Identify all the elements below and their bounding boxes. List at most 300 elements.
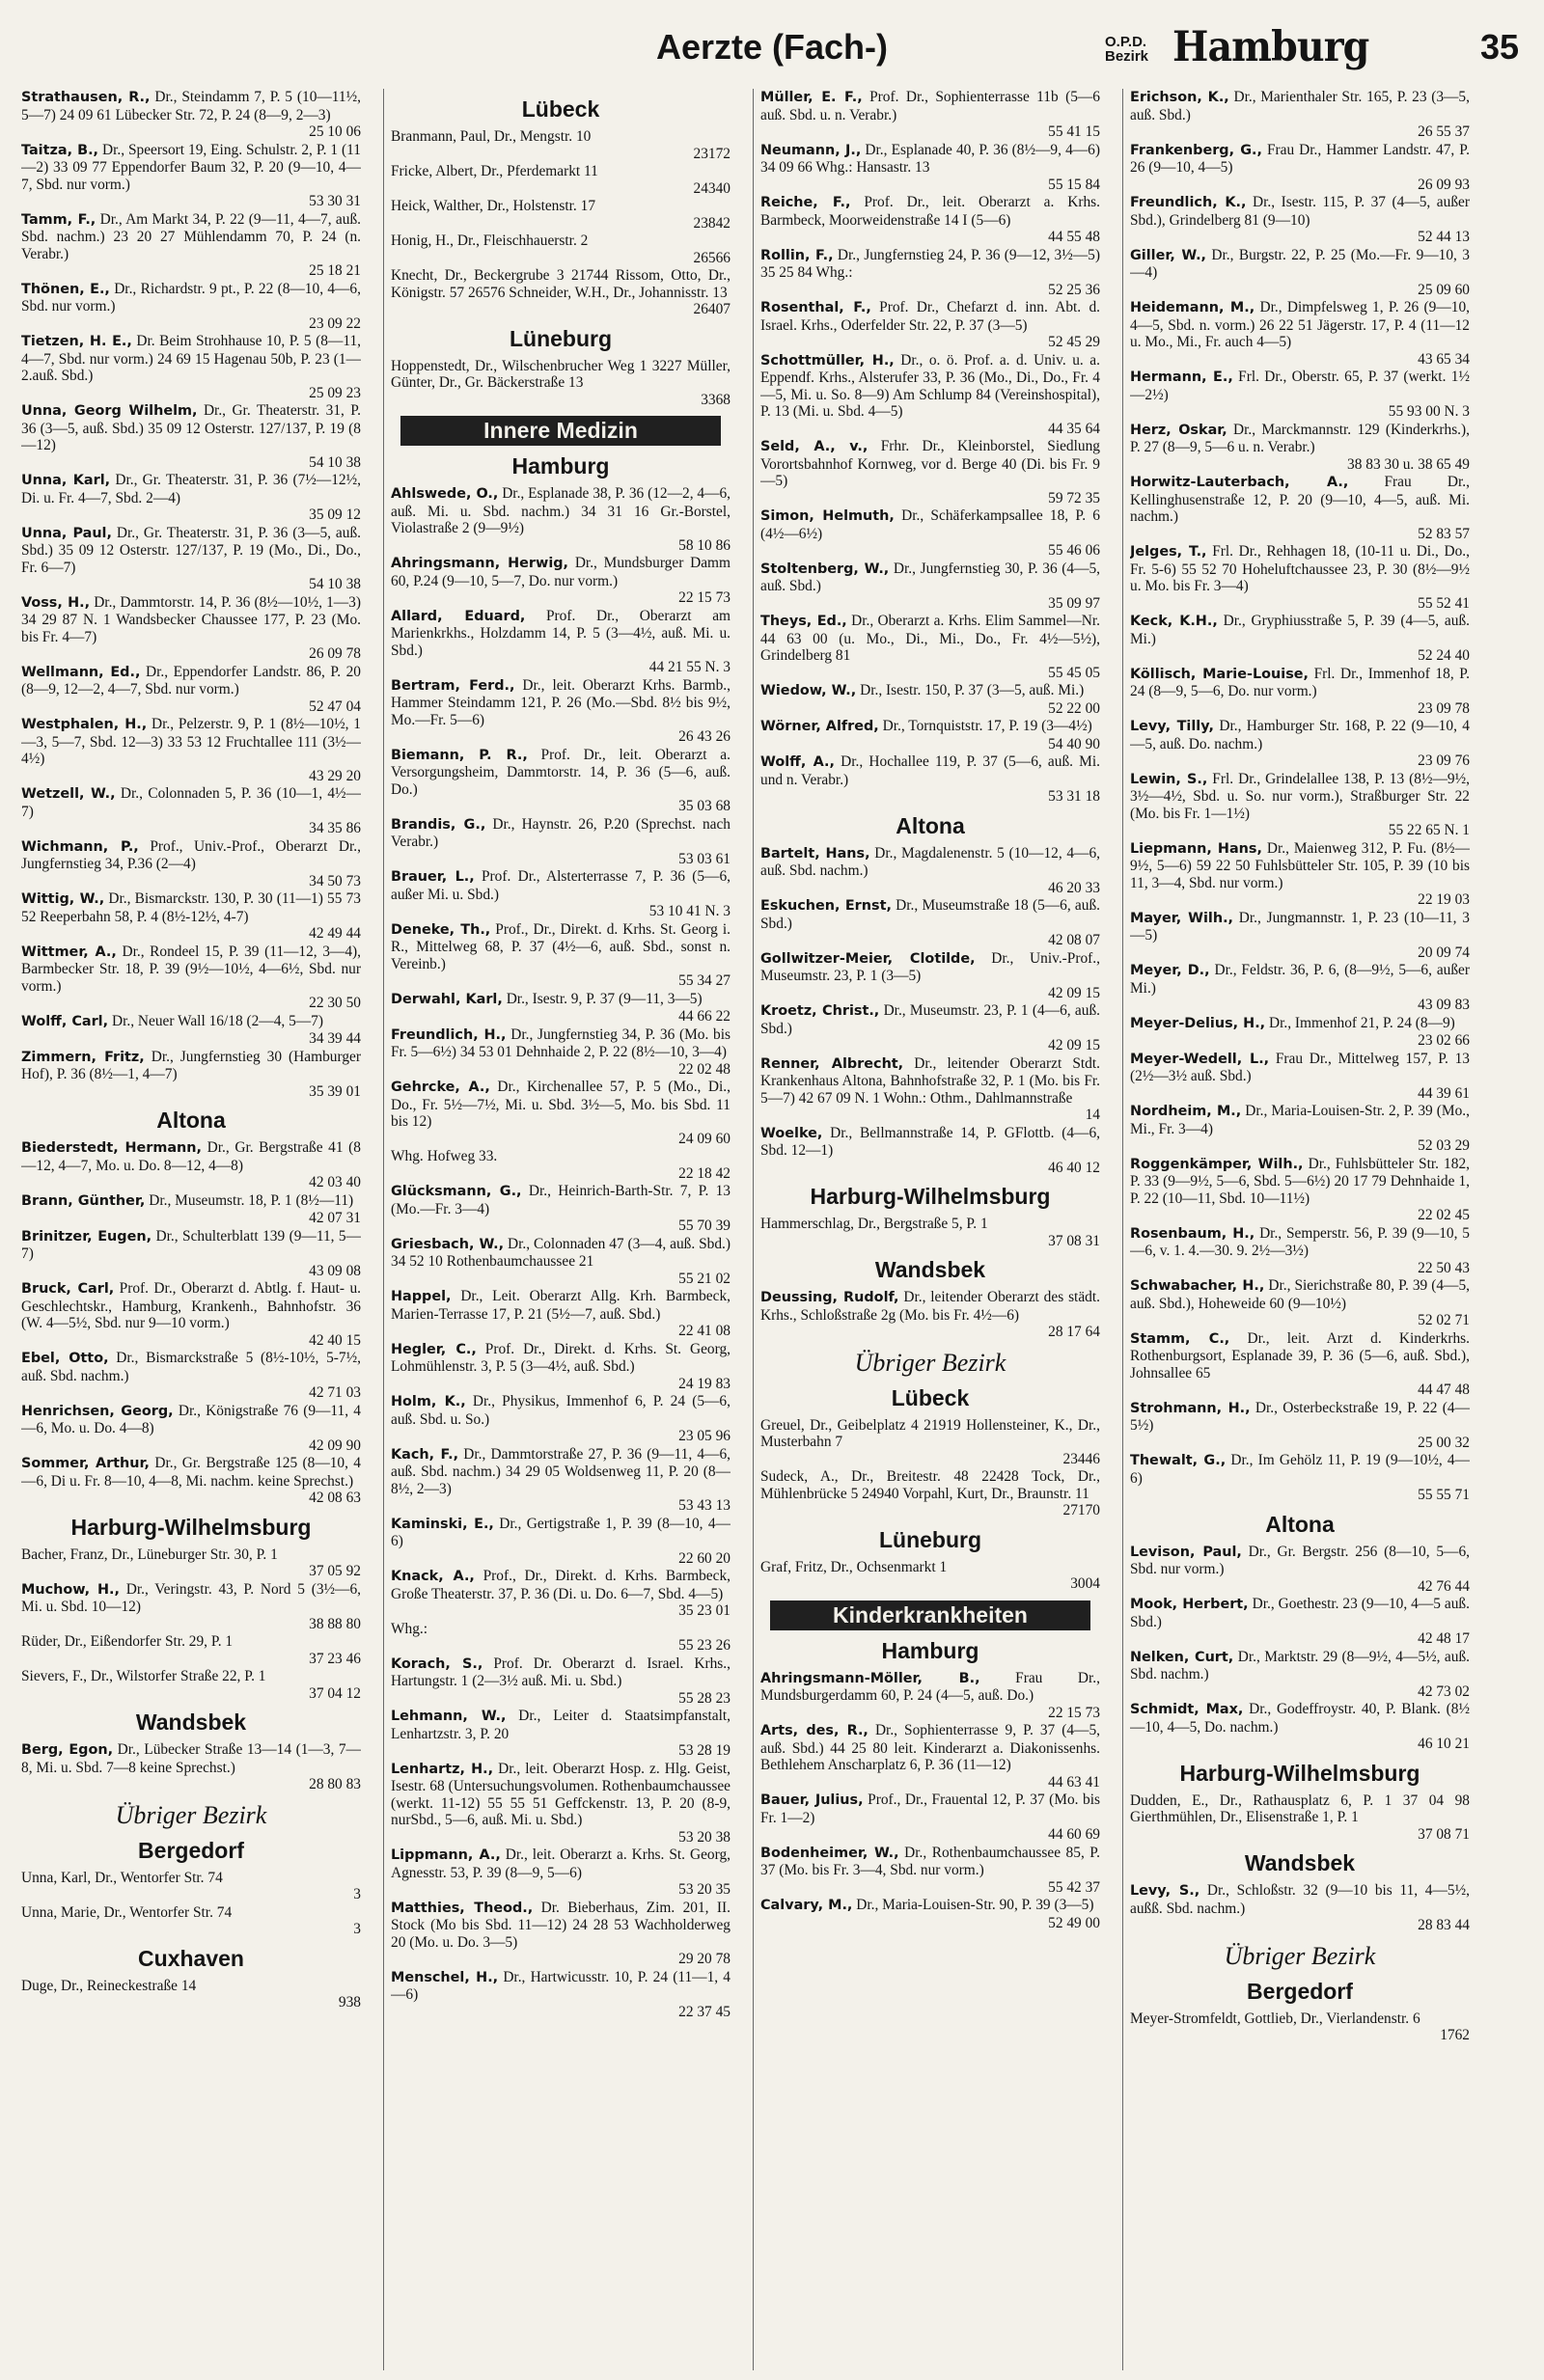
column-2: [391, 89, 731, 2370]
directory-entry: [1130, 1792, 1470, 1844]
entry-details: Hoppenstedt, Dr., Wilschenbrucher Weg 1 3227 Müller, Günter, Dr., Gr. Bäckerstraße 13: [391, 357, 731, 391]
entry-details: Prof. Dr. Oberarzt d. Israel. Krhs., Hartungstr. 1 (2—3½ auß. Mi. u. Sbd.): [391, 1655, 731, 1689]
entry-details: Dr., Heinrich-Barth-Str. 7, P. 13 (Mo.—Fr. 3—4): [391, 1183, 731, 1217]
entry-phone: 25 09 60: [1418, 281, 1470, 298]
directory-entry: [21, 142, 361, 210]
entry-name: Biederstedt, Hermann,: [21, 1140, 203, 1156]
entry-phone: 54 10 38: [309, 576, 361, 592]
entry-phone: 44 39 61: [1418, 1084, 1470, 1102]
specialty-heading: Innere Medizin: [400, 416, 721, 446]
entry-name: Wörner, Alfred,: [760, 719, 879, 734]
entry-phone: 23446: [1062, 1450, 1100, 1467]
entry-phone: 55 70 39: [678, 1217, 731, 1234]
entry-name: Wiedow, W.,: [760, 683, 857, 698]
entry-phone: 42 71 03: [309, 1384, 361, 1401]
entry-name: Bruck, Carl,: [21, 1281, 115, 1297]
directory-entry: [1130, 910, 1470, 962]
region-heading: Lüneburg: [878, 1526, 982, 1552]
entry-details: Duge, Dr., Reineckestraße 14: [21, 1977, 197, 1994]
entry-phone: 22 41 08: [678, 1323, 731, 1339]
entry-name: Strohmann, H.,: [1130, 1400, 1251, 1416]
directory-entry: [760, 1002, 1100, 1054]
entry-name: Lenhartz, H.,: [391, 1761, 494, 1777]
entry-name: Freundlich, H.,: [391, 1026, 507, 1043]
entry-phone: 42 40 15: [309, 1331, 361, 1349]
directory-entry: [760, 194, 1100, 246]
entry-phone: 43 09 83: [1418, 997, 1470, 1013]
region-heading: Übriger Bezirk: [854, 1348, 1006, 1377]
entry-phone: 28 17 64: [1048, 1324, 1100, 1340]
directory-entry: [391, 1341, 731, 1393]
entry-details: Dr., Marienthaler Str. 165, P. 23 (3—5, auß. Sbd.): [1130, 89, 1470, 123]
entry-details: Dr., Isestr. 150, P. 37 (3—5, auß. Mi.): [860, 682, 1085, 698]
entry-name: Gollwitzer-Meier, Clotilde,: [760, 950, 976, 967]
entry-name: Lippmann, A.,: [391, 1847, 501, 1863]
entry-details: Dr., Marckmannstr. 129 (Kinderkrhs.), P. 27 (8—9, 5—6 u. n. Verabr.): [1130, 421, 1470, 455]
entry-phone: 43 09 08: [309, 1262, 361, 1279]
entry-phone: 28 83 44: [1418, 1917, 1470, 1933]
directory-entry: [1130, 1649, 1470, 1701]
entry-name: Nordheim, M.,: [1130, 1104, 1242, 1119]
entry-details: Dr., Rothenbaumchaussee 85, P. 37 (Mo. bis Fr. 3—4, Sbd. nur vorm.): [760, 1844, 1100, 1878]
directory-entry: [1130, 613, 1470, 665]
entry-phone: 20 09 74: [1418, 944, 1470, 961]
entry-name: Hegler, C.,: [391, 1341, 477, 1357]
entry-phone: 14: [1085, 1107, 1100, 1123]
directory-entry: [21, 525, 361, 593]
region-heading: Wandsbek: [135, 1710, 247, 1735]
entry-phone: 24340: [693, 179, 731, 197]
directory-entry: [391, 1847, 731, 1899]
entry-phone: 23 05 96: [678, 1428, 731, 1444]
entry-details: Dr., Burgstr. 22, P. 25 (Mo.—Fr. 9—10, 3—4): [1130, 246, 1470, 281]
entry-phone: 938: [338, 1994, 361, 2011]
directory-entry: [760, 89, 1100, 141]
entry-phone: 22 30 50: [309, 995, 361, 1011]
region-heading: Hamburg: [511, 453, 610, 479]
entry-phone: 55 23 26: [678, 1637, 731, 1654]
entry-phone: 42 09 15: [1048, 984, 1100, 1001]
entry-details: Dr., Maria-Louisen-Str. 2, P. 39 (Mo., Mi., Fr. 3—4): [1130, 1103, 1470, 1137]
entry-details: Dr., Oberarzt a. Krhs. Elim Sammel—Nr. 44 63 00 (u. Mo., Di., Mi., Do., Fr. 4½—5½), Grindelberg 81: [760, 613, 1100, 664]
directory-entry: [391, 485, 731, 554]
entry-phone: 23 09 22: [309, 315, 361, 332]
entry-phone: 29 20 78: [678, 1951, 731, 1967]
entry-phone: 26 09 78: [309, 645, 361, 662]
entry-details: Dr., leit. Oberarzt Hosp. z. Hlg. Geist, Isestr. 68 (Untersuchungsvolumen. Rothenbaumchaussee (werkt. 11-12) 55 55 51 Geffckenstr. 13, P. 20 (8-9, nurSbd., 5—6, auß. Mi. u. Sbd.): [391, 1760, 731, 1828]
entry-phone: 53 03 61: [678, 850, 731, 867]
entry-name: Derwahl, Karl,: [391, 991, 503, 1007]
entry-details: Dr., Bismarckstraße 5 (8½-10½, 5-7½, auß. Sbd. nachm.): [21, 1350, 361, 1384]
entry-name: Gehrcke, A.,: [391, 1080, 490, 1095]
entry-phone: 52 03 29: [1418, 1137, 1470, 1154]
entry-phone: 22 60 20: [678, 1549, 731, 1567]
entry-name: Brandis, G.,: [391, 816, 486, 833]
entry-name: Herz, Oskar,: [1130, 422, 1227, 438]
entry-details: Dr., Magdalenenstr. 5 (10—12, 4—6, auß. Sbd. nachm.): [760, 844, 1100, 879]
entry-phone: 52 47 04: [309, 698, 361, 715]
directory-entry: [391, 233, 731, 266]
directory-entry: [21, 1741, 361, 1793]
entry-name: Bartelt, Hans,: [760, 845, 870, 862]
entry-details: Heick, Walther, Dr., Holstenstr. 17: [391, 198, 596, 214]
entry-name: Wolff, A.,: [760, 754, 835, 770]
entry-phone: 43 65 34: [1418, 350, 1470, 368]
directory-entry: [1130, 247, 1470, 299]
entry-details: Graf, Fritz, Dr., Ochsenmarkt 1: [760, 1558, 948, 1575]
entry-name: Wittmer, A.,: [21, 944, 117, 960]
directory-entry: [760, 845, 1100, 897]
entry-details: Frl. Dr., Oberstr. 65, P. 37 (werkt. 1½—2½): [1130, 369, 1470, 403]
entry-phone: 42 08 07: [1048, 932, 1100, 948]
entry-name: Nelken, Curt,: [1130, 1649, 1234, 1665]
directory-entry: [21, 89, 361, 141]
entry-details: Dr., Pelzerstr. 9, P. 1 (8½—10½, 1—3, 5—7, Sbd. 12—3) 33 53 12 Fruchtallee 111 (3½—4½): [21, 716, 361, 767]
directory-entry: [21, 1350, 361, 1402]
directory-entry: [391, 1236, 731, 1288]
entry-name: Lewin, S.,: [1130, 771, 1208, 787]
entry-phone: 44 55 48: [1048, 229, 1100, 245]
entry-name: Wichmann, P.,: [21, 838, 139, 855]
directory-entry: [1130, 1544, 1470, 1596]
directory-entry: [760, 561, 1100, 613]
entry-phone: 42 73 02: [1418, 1682, 1470, 1700]
directory-entry: [1130, 543, 1470, 612]
entry-name: Müller, E. F.,: [760, 90, 863, 105]
entry-details: Sievers, F., Dr., Wilstorfer Straße 22, P. 1: [21, 1668, 266, 1684]
entry-phone: 23 09 76: [1418, 752, 1470, 769]
entry-phone: 42 09 15: [1048, 1037, 1100, 1053]
entry-phone: 25 00 32: [1418, 1434, 1470, 1451]
entry-name: Ahlswede, O.,: [391, 486, 499, 502]
entry-name: Kaminski, E.,: [391, 1516, 494, 1532]
entry-name: Levy, S.,: [1130, 1883, 1200, 1899]
entry-name: Brann, Günther,: [21, 1192, 146, 1209]
directory-entry: [760, 950, 1100, 1002]
directory-entry: [21, 1870, 361, 1903]
entry-name: Arts, des, R.,: [760, 1723, 868, 1738]
entry-name: Menschel, H.,: [391, 1969, 499, 1985]
entry-phone: 46 20 33: [1048, 879, 1100, 896]
entry-phone: 55 34 27: [678, 972, 731, 989]
entry-details: Dr., leit. Oberarzt Krhs. Barmb., Hammer Steindamm 121, P. 26 (Mo.—Sbd. 8½ bis 9½, Mo.—Fr. 5—6): [391, 676, 731, 728]
entry-phone: 22 15 73: [1048, 1704, 1100, 1721]
entry-details: Dr., Marktstr. 29 (8—9½, 4—5½, auß. Sbd. nachm.): [1130, 1648, 1470, 1682]
directory-entry: [760, 247, 1100, 299]
directory-entry: [760, 1559, 1100, 1593]
entry-details: Prof., Univ.-Prof., Oberarzt Dr., Jungfernstieg 34, P.36 (2—4): [21, 837, 361, 872]
directory-entry: [21, 1049, 361, 1101]
city-name: Hamburg: [1172, 23, 1369, 71]
entry-name: Strathausen, R.,: [21, 90, 151, 105]
region-heading: Übriger Bezirk: [115, 1800, 267, 1829]
entry-phone: 52 02 71: [1418, 1312, 1470, 1328]
directory-entry: [1130, 1330, 1470, 1399]
entry-phone: 55 93 00 N. 3: [1388, 403, 1470, 420]
entry-details: Dr. Bieberhaus, Zim. 201, II. Stock (Mo bis Sbd. 11—12) 24 28 53 Wachholderweg 20 (Mo. u. Do. 3—5): [391, 1899, 731, 1951]
entry-details: Dr., leitender Oberarzt Stdt. Krankenhaus Altona, Bahnhofstraße 32, P. 1 (Mo. bis Fr. 5—7) 42 67 09 N. 1 Wohn.: Othm., Dahlmannstraße: [760, 1054, 1100, 1107]
entry-phone: 55 15 84: [1048, 176, 1100, 193]
entry-details: Dr., Rondeel 15, P. 39 (11—12, 3—4), Barmbecker Str. 18, P. 39 (9½—10½, 4—6½, Sbd. nur vorm.): [21, 943, 361, 995]
directory-entry: [391, 1446, 731, 1515]
directory-entry: [1130, 2011, 1470, 2044]
directory-entry: [1130, 1701, 1470, 1753]
directory-entry: [391, 1969, 731, 2021]
entry-name: Rollin, F.,: [760, 247, 834, 263]
entry-phone: 35 09 97: [1048, 594, 1100, 612]
directory-entry: [21, 1546, 361, 1580]
entry-phone: 35 03 68: [678, 798, 731, 814]
entry-name: Wittig, W.,: [21, 891, 105, 907]
entry-phone: 1762: [1440, 2027, 1470, 2043]
entry-name: Bertram, Ferd.,: [391, 677, 515, 694]
entry-details: Dr., Gr. Theaterstr. 31, P. 36 (3—5, auß. Sbd.) 35 09 12 Osterstr. 127/137, P. 19 (8—12): [21, 402, 361, 453]
region-heading: Altona: [156, 1108, 226, 1133]
entry-phone: 3368: [701, 391, 731, 408]
entry-name: Heidemann, M.,: [1130, 300, 1255, 315]
entry-details: Dr., Gertigstraße 1, P. 39 (8—10, 4—6): [391, 1515, 731, 1549]
directory-entry: [21, 1403, 361, 1455]
entry-details: Dr., Osterbeckstraße 19, P. 22 (4—5½): [1130, 1399, 1470, 1434]
entry-phone: 52 24 40: [1418, 647, 1470, 664]
entry-name: Taitza, B.,: [21, 142, 99, 158]
directory-entry: [391, 1761, 731, 1847]
entry-details: Dr., Richardstr. 9 pt., P. 22 (8—10, 4—6, Sbd. nur vorm.): [21, 280, 361, 315]
entry-details: Whg.:: [391, 1620, 428, 1637]
directory-entry: [760, 1792, 1100, 1844]
entry-phone: 24 19 83: [678, 1375, 731, 1392]
entry-details: Dr., Schäferkampsallee 18, P. 6 (4½—6½): [760, 507, 1100, 542]
entry-phone: 23172: [693, 145, 731, 162]
directory-entry: [391, 677, 731, 746]
directory-entry: [391, 747, 731, 815]
entry-details: Dr., Am Markt 34, P. 22 (9—11, 4—7, auß. Sbd. nachm.) 23 20 27 Mühlendamm 70, P. 24 (n. Verabr.): [21, 210, 361, 262]
entry-phone: 22 02 48: [678, 1060, 731, 1078]
entry-phone: 55 46 06: [1048, 542, 1100, 559]
entry-phone: 34 50 73: [309, 872, 361, 889]
directory-entry: [760, 1417, 1100, 1468]
directory-entry: [760, 1216, 1100, 1249]
entry-name: Woelke,: [760, 1125, 823, 1141]
entry-name: Thewalt, G.,: [1130, 1453, 1227, 1468]
directory-entry: [21, 1013, 361, 1048]
entry-details: Frau Dr., Mittelweg 157, P. 13 (2½—3½ auß. Sbd.): [1130, 1050, 1470, 1084]
entry-name: Rosenbaum, H.,: [1130, 1225, 1255, 1242]
entry-phone: 37 08 31: [1048, 1232, 1100, 1249]
directory-entry: [760, 1289, 1100, 1341]
entry-name: Schottmüller, H.,: [760, 352, 895, 369]
entry-name: Biemann, P. R.,: [391, 747, 528, 763]
entry-name: Keck, K.H.,: [1130, 614, 1218, 629]
region-heading: Lübeck: [891, 1384, 970, 1410]
entry-phone: 53 10 41 N. 3: [648, 903, 731, 919]
entry-phone: 42 48 17: [1418, 1630, 1470, 1647]
entry-details: Dr. Beim Strohhause 10, P. 5 (8—11, 4—7, Sbd. nur vorm.) 24 69 15 Hagenau 50b, P. 23 (1—2.auß. Sbd.): [21, 333, 361, 384]
entry-phone: 46 40 12: [1048, 1159, 1100, 1176]
entry-details: Dr., Hochallee 119, P. 37 (5—6, auß. Mi. und n. Verabr.): [760, 753, 1100, 788]
entry-name: Ahringsmann-Möller, B.,: [760, 1670, 980, 1686]
entry-details: Rüder, Dr., Eißendorfer Str. 29, P. 1: [21, 1633, 234, 1650]
directory-entry: [760, 1125, 1100, 1177]
entry-phone: 22 15 73: [678, 589, 731, 606]
directory-entry: [1130, 1156, 1470, 1224]
entry-details: Dr., Veringstr. 43, P. Nord 5 (3½—6, Mi. u. Sbd. 10—12): [21, 1580, 361, 1615]
entry-details: Dr., leit. Arzt d. Kinderkrhs. Rothenburgsort, Esplanade 39, P. 36 (5—6, auß. Sbd.), Johnsallee 65: [1130, 1329, 1470, 1381]
region-heading: Harburg-Wilhelmsburg: [810, 1184, 1051, 1209]
entry-name: Brauer, L.,: [391, 869, 475, 885]
directory-entry: [1130, 1225, 1470, 1277]
entry-name: Muchow, H.,: [21, 1581, 120, 1598]
entry-details: Prof. Dr., Alsterterrasse 7, P. 36 (5—6, außer Mi. u. Sbd.): [391, 868, 731, 903]
entry-phone: 23 09 78: [1418, 699, 1470, 717]
entry-details: Prof. Dr., Direkt. d. Krhs. St. Georg, Lohmühlenstr. 3, P. 5 (3—4½, auß. Sbd.): [391, 1340, 731, 1375]
entry-phone: 27170: [1062, 1502, 1100, 1518]
entry-name: Roggenkämper, Wilh.,: [1130, 1156, 1304, 1172]
directory-entry: [21, 1904, 361, 1938]
entry-name: Köllisch, Marie-Louise,: [1130, 666, 1309, 682]
entry-name: Stamm, C.,: [1130, 1330, 1230, 1347]
directory-entry: [1130, 369, 1470, 421]
entry-name: Meyer-Delius, H.,: [1130, 1015, 1266, 1031]
entry-details: Dr., leitender Oberarzt des städt. Krhs., Schloßstraße 2g (Mo. bis Fr. 4½—6): [760, 1289, 1100, 1324]
directory-entry: [1130, 1051, 1470, 1103]
entry-details: Dr., Museumstraße 18 (5—6, auß. Sbd.): [760, 897, 1100, 932]
entry-phone: 58 10 86: [678, 536, 731, 554]
entry-name: Bodenheimer, W.,: [760, 1845, 899, 1861]
directory-entry: [1130, 89, 1470, 141]
entry-name: Frankenberg, G.,: [1130, 142, 1262, 158]
entry-phone: 44 47 48: [1418, 1381, 1470, 1398]
entry-phone: 26407: [693, 301, 731, 317]
directory-entry: [760, 718, 1100, 752]
directory-entry: [21, 333, 361, 401]
entry-name: Tamm, F.,: [21, 211, 96, 228]
directory-entry: [1130, 1015, 1470, 1050]
entry-details: Dr., Dammtorstraße 27, P. 36 (9—11, 4—6, auß. Sbd. nachm.) 34 29 05 Woldsenweg 11, P. 20 (8—8½, 2—3): [391, 1445, 731, 1497]
entry-phone: 42 03 40: [309, 1174, 361, 1190]
entry-details: Fricke, Albert, Dr., Pferdemarkt 11: [391, 163, 598, 179]
entry-details: Dr., Jungfernstieg 30, P. 36 (4—5, auß. Sbd.): [760, 560, 1100, 594]
directory-entry: [21, 281, 361, 333]
entry-phone: 22 19 03: [1418, 891, 1470, 908]
entry-phone: 24 09 60: [678, 1130, 731, 1147]
entry-name: Hermann, E.,: [1130, 369, 1233, 385]
entry-details: Dr., Gryphiusstraße 5, P. 39 (4—5, auß. Mi.): [1130, 613, 1470, 647]
entry-details: Dr., Eppendorfer Landstr. 86, P. 20 (8—9, 12—2, 4—7, Sbd. nur vorm.): [21, 663, 361, 698]
entry-phone: 38 83 30 u. 38 65 49: [1347, 455, 1470, 473]
entry-phone: 34 39 44: [309, 1030, 361, 1047]
directory-entry: [391, 1288, 731, 1340]
entry-phone: 25 10 06: [309, 123, 361, 140]
entry-details: Frl. Dr., Rehhagen 18, (10-11 u. Di., Do., Fr. 5-6) 55 52 70 Hoheluftchaussee 23, P. 30 (8½—9½ u. Mo. bis Fr. 3—4): [1130, 543, 1470, 594]
entry-phone: 42 76 44: [1418, 1577, 1470, 1595]
entry-name: Voss, H.,: [21, 594, 91, 611]
entry-details: Dr., Maria-Louisen-Str. 90, P. 39 (3—5): [856, 1897, 1094, 1913]
directory-entry: [391, 555, 731, 607]
entry-name: Mayer, Wilh.,: [1130, 910, 1234, 926]
entry-details: Dr., Godeffroystr. 40, P. Blank. (8½—10, 4—5, Do. nachm.): [1130, 1701, 1470, 1736]
entry-details: Dr., Jungfernstieg 30 (Hamburger Hof), P. 36 (8½—1, 4—7): [21, 1048, 361, 1082]
entry-details: Dr., Sierichstraße 80, P. 39 (4—5, auß. Sbd.), Hoheweide 60 (9—10½): [1130, 1277, 1470, 1312]
entry-name: Henrichsen, Georg,: [21, 1403, 174, 1419]
entry-details: Dr., Sophienterrasse 9, P. 37 (4—5, auß. Sbd.) 44 25 80 leit. Kinderarzt a. Diakonissenhs. Bethlehem Anscharplatz 6, P. 36 (11—12): [760, 1722, 1100, 1773]
entry-phone: 34 35 86: [309, 820, 361, 836]
directory-entry: [391, 1900, 731, 1968]
directory-entry: [760, 613, 1100, 681]
entry-details: Honig, H., Dr., Fleischhauerstr. 2: [391, 233, 589, 249]
entry-details: Hammerschlag, Dr., Bergstraße 5, P. 1: [760, 1216, 988, 1232]
entry-details: Branmann, Paul, Dr., Mengstr. 10: [391, 128, 592, 145]
directory-entry: [21, 838, 361, 890]
directory-entry: [391, 868, 731, 920]
entry-phone: 55 41 15: [1048, 123, 1100, 140]
entry-phone: 37 04 12: [309, 1684, 361, 1702]
entry-details: Dr., Esplanade 40, P. 36 (8½—9, 4—6) 34 09 66 Whg.: Hansastr. 13: [760, 141, 1100, 176]
entry-phone: 22 18 42: [678, 1164, 731, 1182]
entry-phone: 55 55 71: [1418, 1487, 1470, 1503]
entry-name: Mook, Herbert,: [1130, 1597, 1249, 1612]
entry-phone: 52 25 36: [1048, 281, 1100, 298]
entry-details: Frl. Dr., Immenhof 18, P. 24 (8—9, 5—6, Do. nur vorm.): [1130, 665, 1470, 699]
entry-phone: 52 45 29: [1048, 334, 1100, 350]
entry-name: Westphalen, H.,: [21, 717, 148, 732]
entry-name: Unna, Georg Wilhelm,: [21, 403, 198, 419]
entry-details: Prof., Dr., Direkt. d. Krhs. Barmbeck, Große Theaterstr. 37, P. 36 (Di. u. Do. 6—7, Sbd. 4—5): [391, 1568, 731, 1602]
directory-entry: [1130, 1103, 1470, 1155]
directory-entry: [391, 1183, 731, 1235]
directory-entry: [391, 358, 731, 409]
entry-phone: 26 09 93: [1418, 176, 1470, 193]
region-heading: Harburg-Wilhelmsburg: [1179, 1760, 1420, 1786]
entry-details: Dr., Haynstr. 26, P.20 (Sprechst. nach Verabr.): [391, 815, 731, 850]
entry-details: Dr., Leit. Oberarzt Allg. Krh. Barmbeck, Marien-Terrasse 17, P. 21 (5½—7, auß. Sbd.): [391, 1288, 731, 1323]
entry-name: Kach, F.,: [391, 1446, 459, 1463]
directory-entry: [21, 211, 361, 280]
entry-phone: 53 31 18: [1048, 788, 1100, 805]
entry-phone: 3004: [1070, 1575, 1100, 1592]
entry-name: Unna, Karl,: [21, 473, 111, 488]
directory-entry: [21, 1978, 361, 2011]
directory-entry: [21, 1280, 361, 1349]
entry-phone: 44 35 64: [1048, 420, 1100, 437]
entry-phone: 22 50 43: [1418, 1259, 1470, 1276]
entry-details: Dr., Jungfernstieg 24, P. 36 (9—12, 3½—5) 35 25 84 Whg.:: [760, 246, 1100, 281]
directory-entry: [391, 1026, 731, 1079]
entry-details: Dr., Fuhlsbütteler Str. 182, P. 33 (9—9½, 5—6, Sbd. 5—6½) 20 17 79 Dehnhaide 1, P. 22 (10—11, Sbd. 10—11½): [1130, 1155, 1470, 1207]
entry-name: Sommer, Arthur,: [21, 1456, 150, 1471]
entry-name: Happel,: [391, 1289, 452, 1304]
entry-name: Liepmann, Hans,: [1130, 840, 1262, 857]
directory-entry: [1130, 142, 1470, 194]
entry-name: Wellmann, Ed.,: [21, 664, 141, 680]
directory-entry: [391, 991, 731, 1026]
directory-entry: [760, 142, 1100, 194]
entry-phone: 42 09 90: [309, 1436, 361, 1454]
entry-details: Prof. Dr., Oberarzt d. Abtlg. f. Haut- u. Geschlechtskr., Hamburg, Krankenh., Bahnhofstr. 36 (W. 4—5½, Sbd. nur 9—10 vorm.): [21, 1280, 361, 1331]
directory-entry: [760, 682, 1100, 717]
directory-entry: [21, 1139, 361, 1191]
entry-phone: 55 45 05: [1048, 664, 1100, 681]
directory-entry: [21, 1633, 361, 1667]
directory-entry: [21, 1668, 361, 1702]
directory-entry: [21, 716, 361, 784]
entry-name: Schwabacher, H.,: [1130, 1278, 1265, 1294]
directory-entry: [760, 1897, 1100, 1931]
entry-phone: 25 09 23: [309, 384, 361, 401]
directory-entry: [21, 472, 361, 524]
entry-details: Dr., Museumstr. 18, P. 1 (8½—11): [149, 1191, 354, 1209]
postal-district-label: O.P.D. Bezirk: [1105, 34, 1149, 65]
